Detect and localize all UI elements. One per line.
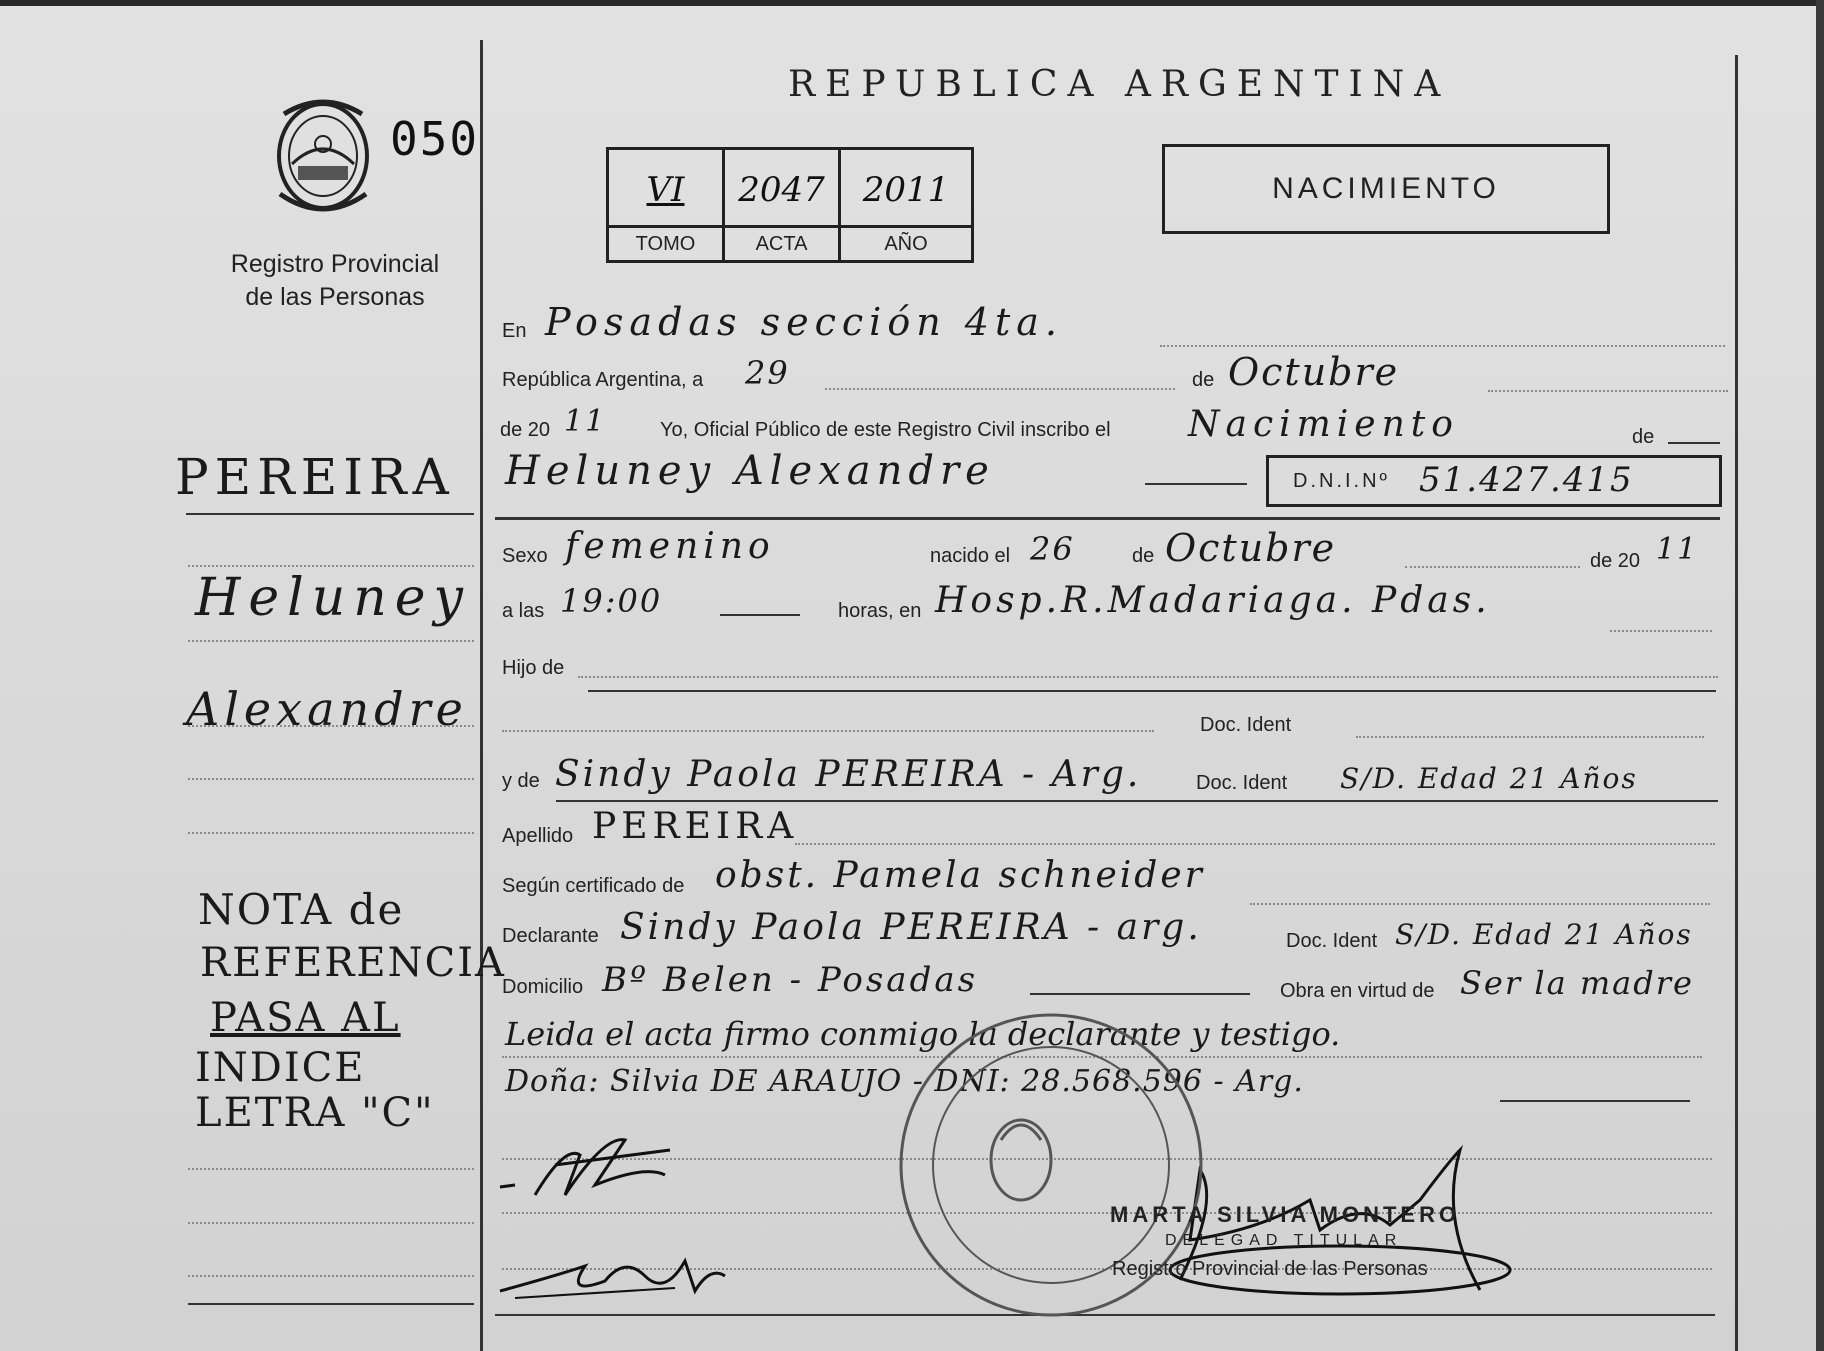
inscribo-line xyxy=(1668,442,1720,444)
official-name: MARTA SILVIA MONTERO xyxy=(1110,1202,1461,1227)
nacido-label: nacido el xyxy=(930,545,1011,567)
sexo-value: femenino xyxy=(565,526,775,567)
margin-note-line-4: INDICE xyxy=(195,1045,366,1091)
alas-label: a las xyxy=(502,600,545,622)
de-label: de xyxy=(1192,369,1215,391)
ano-label: AÑO xyxy=(841,225,971,260)
de-label-2: de xyxy=(1632,426,1655,448)
doc-ident-label-2: Doc. Ident xyxy=(1196,772,1288,794)
acta-cell xyxy=(725,150,841,260)
domicilio-line xyxy=(1030,993,1250,995)
hijo-strike xyxy=(588,690,1716,692)
province-seal-icon xyxy=(270,94,376,224)
margin-dotted-3 xyxy=(188,725,474,727)
dni-value: 51.427.415 xyxy=(1419,460,1634,500)
acta-label: ACTA xyxy=(725,225,838,260)
en-value: Posadas sección 4ta. xyxy=(545,300,1063,344)
hour-line xyxy=(720,614,800,616)
testigo-line xyxy=(1500,1100,1690,1102)
right-edge xyxy=(1816,0,1824,1351)
margin-dotted-2 xyxy=(188,640,474,642)
left-column-divider xyxy=(480,40,483,1351)
horas-label: horas, en xyxy=(838,600,922,622)
record-box xyxy=(606,147,974,263)
birth-month-dotted xyxy=(1405,566,1580,568)
margin-surname: PEREIRA xyxy=(175,448,455,506)
day-value: 29 xyxy=(745,354,790,392)
en-dotted xyxy=(1160,345,1725,347)
apellido-label: Apellido xyxy=(502,825,574,847)
dni-box xyxy=(1266,455,1722,507)
declarante-label: Declarante xyxy=(502,925,599,947)
witness-signature-icon xyxy=(495,1236,735,1316)
place-value: Hosp.R.Madariaga. Pdas. xyxy=(935,580,1491,621)
inscribo-value: Nacimiento xyxy=(1188,404,1459,445)
dni-label: D.N.I.Nº xyxy=(1293,470,1390,492)
margin-note-line-2: REFERENCIA xyxy=(200,940,506,986)
de-label-3: de xyxy=(1132,545,1155,567)
doc-ident-label: Doc. Ident xyxy=(1200,714,1292,736)
margin-dotted-5 xyxy=(188,832,474,834)
birth-month: Octubre xyxy=(1165,526,1337,570)
declarant-signature-icon xyxy=(495,1125,685,1205)
obra-value: Ser la madre xyxy=(1460,964,1694,1002)
declarante-value: Sindy Paola PEREIRA - arg. xyxy=(620,907,1202,948)
margin-name-1: Heluney xyxy=(195,568,471,628)
registry-line-2: de las Personas xyxy=(245,283,425,311)
country-title: REPUBLICA ARGENTINA xyxy=(788,64,1451,105)
ano-cell xyxy=(841,150,971,260)
margin-dotted-1 xyxy=(188,565,474,567)
en-label: En xyxy=(502,320,527,342)
tomo-value: VI xyxy=(646,170,685,210)
month-dotted xyxy=(1488,390,1728,392)
tomo-label: TOMO xyxy=(609,225,722,260)
registry-line-1: Registro Provincial xyxy=(230,250,440,278)
certificado-dotted xyxy=(1250,903,1710,905)
margin-note-line-1: NOTA de xyxy=(198,885,405,934)
official-registry: Registro Provincial de las Personas xyxy=(1112,1258,1428,1280)
margin-bottom-line xyxy=(188,1303,474,1305)
registry-name xyxy=(200,248,470,314)
act-type-box: NACIMIENTO xyxy=(1162,144,1610,234)
place-dotted xyxy=(1610,630,1712,632)
margin-dotted-4 xyxy=(188,778,474,780)
hijo-dotted xyxy=(578,676,1718,678)
doc-ident-label-3: Doc. Ident xyxy=(1286,930,1378,952)
certificado-value: obst. Pamela schneider xyxy=(715,855,1205,896)
sexo-label: Sexo xyxy=(502,545,548,567)
child-name-line xyxy=(1145,483,1247,485)
mother-value: Sindy Paola PEREIRA - Arg. xyxy=(555,754,1142,795)
official-title: DELEGAD TITULAR xyxy=(1165,1232,1403,1249)
month-value: Octubre xyxy=(1228,350,1400,394)
tomo-cell xyxy=(609,150,725,260)
birth-day: 26 xyxy=(1030,530,1075,568)
header-separator xyxy=(495,517,1720,520)
ano-value: 2011 xyxy=(862,170,950,210)
hour-value: 19:00 xyxy=(560,582,663,620)
year-suffix: 11 xyxy=(564,404,607,439)
declarante-doc: S/D. Edad 21 Años xyxy=(1395,918,1693,951)
yde-label: y de xyxy=(502,770,540,792)
margin-dotted-6 xyxy=(188,1168,474,1170)
domicilio-value: Bº Belen - Posadas xyxy=(602,960,979,1000)
apellido-dotted xyxy=(795,843,1715,845)
mother-line xyxy=(556,800,1718,802)
margin-dotted-7 xyxy=(188,1222,474,1224)
child-name: Heluney Alexandre xyxy=(505,448,995,494)
day-dotted xyxy=(825,388,1175,390)
margin-dotted-8 xyxy=(188,1275,474,1277)
testigo-value: Doña: Silvia DE ARAUJO - DNI: 28.568.596 - Arg. xyxy=(505,1064,1304,1099)
obra-label: Obra en virtud de xyxy=(1280,980,1435,1002)
hijo-label: Hijo de xyxy=(502,657,565,679)
leida-value: Leida el acta firmo conmigo la declarante y testigo. xyxy=(505,1015,1341,1053)
margin-note-line-5: LETRA "C" xyxy=(195,1090,435,1136)
birth-year-suffix: 11 xyxy=(1656,532,1699,567)
apellido-value: PEREIRA xyxy=(592,806,799,847)
acta-value: 2047 xyxy=(738,170,825,210)
margin-name-2: Alexandre xyxy=(186,682,468,736)
doc-ident-dotted-2 xyxy=(1356,736,1704,738)
mother-doc: S/D. Edad 21 Años xyxy=(1340,762,1638,795)
de20-label: de 20 xyxy=(500,419,551,441)
seal-number: 050 xyxy=(390,112,480,166)
top-edge xyxy=(0,0,1824,6)
republica-label: República Argentina, a xyxy=(502,369,704,391)
margin-note-line-3: PASA AL xyxy=(210,995,401,1041)
domicilio-label: Domicilio xyxy=(502,976,584,998)
inscribo-label: Yo, Oficial Público de este Registro Civil inscribo el xyxy=(660,419,1111,441)
doc-ident-dotted-1 xyxy=(502,730,1154,732)
certificado-label: Según certificado de xyxy=(502,875,685,897)
margin-surname-line xyxy=(186,513,474,515)
de20-label-2: de 20 xyxy=(1590,550,1641,572)
right-border xyxy=(1735,55,1738,1351)
